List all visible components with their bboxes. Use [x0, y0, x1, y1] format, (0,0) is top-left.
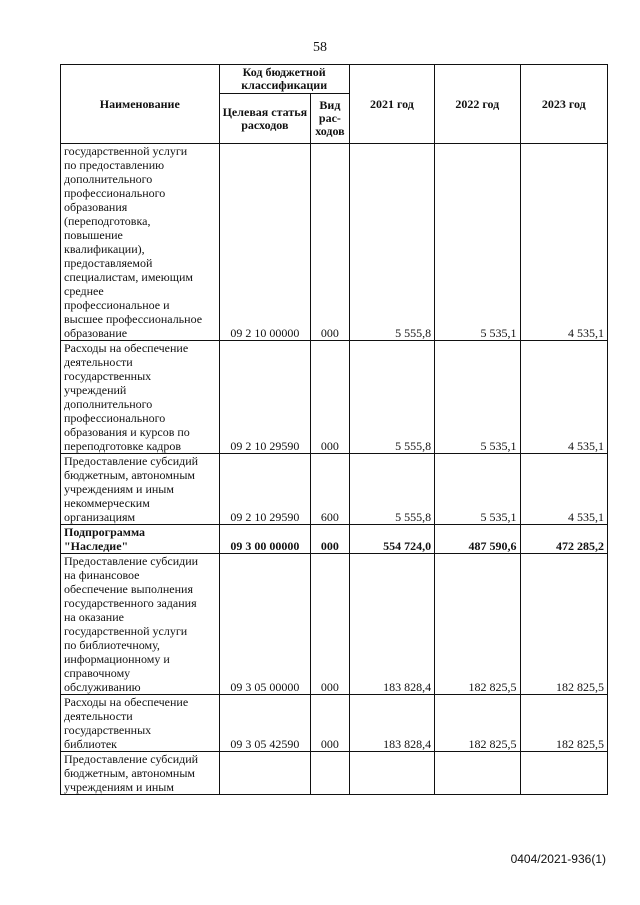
row-name: Предоставление субсидий бюджетным, автономным учреждениям и иным некоммерческим организациям — [61, 454, 220, 525]
row-value-2023 — [520, 752, 607, 795]
row-value-2023: 4 535,1 — [520, 144, 607, 341]
table-row — [61, 525, 608, 554]
table-row — [61, 752, 608, 795]
row-value-2021: 5 555,8 — [349, 341, 434, 454]
row-value-2021: 183 828,4 — [349, 695, 434, 752]
row-name: Расходы на обеспечение деятельности государственных учреждений дополнительного профессионального образования и курсов по переподготовке кадров — [61, 341, 220, 454]
row-name: Расходы на обеспечение деятельности государственных библиотек — [61, 695, 220, 752]
row-name: государственной услуги по предоставлению дополнительного профессионального образования (переподготовка, повышение квалификации), предоставляемой специалистам, имеющим среднее профессиональное и высшее профессиональное образование — [61, 144, 220, 341]
header-2023: 2023 год — [520, 65, 607, 144]
row-value-2022: 5 535,1 — [435, 341, 520, 454]
row-value-2022 — [435, 752, 520, 795]
row-target-code: 09 3 00 00000 — [219, 525, 311, 554]
row-value-2023: 182 825,5 — [520, 554, 607, 695]
header-type: Вид рас-ходов — [311, 94, 350, 144]
row-expense-type: 000 — [311, 525, 350, 554]
header-kbk: Код бюджетной классификации — [219, 65, 349, 94]
row-expense-type: 600 — [311, 454, 350, 525]
row-value-2022: 5 535,1 — [435, 454, 520, 525]
row-value-2023: 4 535,1 — [520, 454, 607, 525]
row-value-2021 — [349, 752, 434, 795]
table-row — [61, 144, 608, 341]
row-value-2022: 5 535,1 — [435, 144, 520, 341]
table-header — [61, 65, 608, 144]
row-value-2021: 5 555,8 — [349, 144, 434, 341]
row-value-2021: 554 724,0 — [349, 525, 434, 554]
row-target-code: 09 3 05 42590 — [219, 695, 311, 752]
row-target-code: 09 3 05 00000 — [219, 554, 311, 695]
table-row — [61, 554, 608, 695]
row-name: Предоставление субсидии на финансовое обеспечение выполнения государственного задания на оказание государственной услуги по библиотечному, информационному и справочному обслуживанию — [61, 554, 220, 695]
row-value-2022: 182 825,5 — [435, 695, 520, 752]
row-value-2022: 182 825,5 — [435, 554, 520, 695]
table-body — [61, 144, 608, 795]
table-row — [61, 454, 608, 525]
row-value-2021: 5 555,8 — [349, 454, 434, 525]
row-value-2023: 4 535,1 — [520, 341, 607, 454]
row-expense-type — [311, 752, 350, 795]
row-expense-type: 000 — [311, 695, 350, 752]
row-target-code: 09 2 10 00000 — [219, 144, 311, 341]
budget-table — [60, 64, 608, 795]
row-value-2022: 487 590,6 — [435, 525, 520, 554]
row-value-2023: 182 825,5 — [520, 695, 607, 752]
table-row — [61, 341, 608, 454]
row-target-code: 09 2 10 29590 — [219, 341, 311, 454]
header-2021: 2021 год — [349, 65, 434, 144]
row-expense-type: 000 — [311, 341, 350, 454]
header-target: Целевая статья расходов — [219, 94, 311, 144]
row-name: Подпрограмма "Наследие" — [61, 525, 220, 554]
row-value-2021: 183 828,4 — [349, 554, 434, 695]
row-target-code — [219, 752, 311, 795]
row-name: Предоставление субсидий бюджетным, автономным учреждениям и иным — [61, 752, 220, 795]
header-name: Наименование — [61, 65, 220, 144]
page-number: 58 — [313, 40, 327, 55]
document-code: 0404/2021-936(1) — [510, 852, 606, 866]
table-row — [61, 695, 608, 752]
row-expense-type: 000 — [311, 554, 350, 695]
row-value-2023: 472 285,2 — [520, 525, 607, 554]
row-expense-type: 000 — [311, 144, 350, 341]
header-2022: 2022 год — [435, 65, 520, 144]
row-target-code: 09 2 10 29590 — [219, 454, 311, 525]
